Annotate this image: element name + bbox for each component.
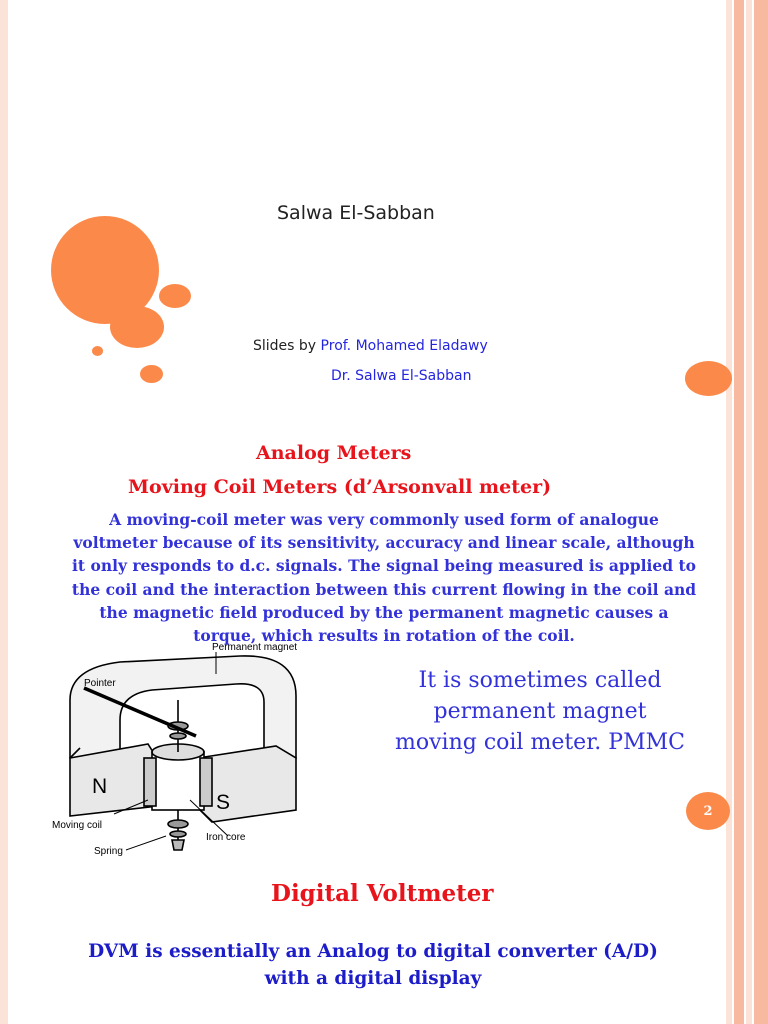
digital-voltmeter-heading: Digital Voltmeter [271, 880, 494, 907]
label-n: N [92, 775, 108, 798]
decorative-circle-tiny [92, 346, 103, 356]
label-spring: Spring [94, 846, 123, 857]
callout-line: moving coil meter. PMMC [395, 730, 685, 755]
left-stripe [0, 0, 8, 432]
author-prof: Prof. Mohamed Eladawy [320, 338, 488, 354]
decorative-circle-right [685, 361, 732, 396]
callout-line: It is sometimes called [418, 668, 662, 693]
callout-line: permanent magnet [433, 699, 647, 724]
decorative-circle-medium [110, 306, 164, 348]
slides-by-line [253, 338, 488, 354]
paragraph-line: the coil and the interaction between this current flowing in the coil and [71, 579, 697, 599]
dvm-description [20, 938, 726, 992]
label-pointer: Pointer [84, 678, 116, 689]
slide-2 [0, 432, 768, 866]
paragraph-line: torque, which results in rotation of the coil. [193, 626, 575, 646]
slides-by-label: Slides by [253, 338, 321, 354]
moving-coil [144, 758, 156, 806]
pmmc-diagram [40, 640, 320, 860]
decorative-circle-small-1 [159, 284, 191, 308]
right-stripes [726, 866, 768, 1024]
spring-lower [168, 820, 188, 828]
right-stripes [726, 432, 768, 866]
slide-1 [0, 0, 768, 432]
left-stripe [0, 866, 8, 1024]
label-s: S [216, 791, 231, 814]
magnet-arch [70, 656, 296, 758]
page-number-badge: 2 [686, 792, 730, 830]
pmmc-callout [340, 665, 740, 758]
left-stripe [0, 432, 8, 866]
description-paragraph [20, 508, 748, 647]
paragraph-line: the magnetic field produced by the permanent magnetic causes a [99, 602, 669, 622]
moving-coil-heading: Moving Coil Meters (d’Arsonvall meter) [128, 476, 552, 498]
label-iron-core: Iron core [206, 832, 246, 843]
label-permanent-magnet: Permanent magnet [212, 642, 298, 653]
presentation-title: Salwa El-Sabban [277, 202, 435, 224]
paragraph-line: A moving-coil meter was very commonly used form of analogue [109, 510, 659, 529]
paragraph-line: it only responds to d.c. signals. The signal being measured is applied to [72, 556, 696, 576]
paragraph-line: voltmeter because of its sensitivity, accuracy and linear scale, although [73, 533, 695, 553]
dvm-line: with a digital display [264, 968, 482, 989]
analog-meters-heading: Analog Meters [256, 442, 412, 464]
slide-3 [0, 866, 768, 1024]
label-moving-coil: Moving coil [52, 820, 103, 831]
right-stripes [726, 0, 768, 432]
author-dr: Dr. Salwa El-Sabban [331, 368, 472, 384]
dvm-line: DVM is essentially an Analog to digital converter (A/D) [88, 941, 658, 962]
decorative-circle-small-2 [140, 365, 163, 383]
